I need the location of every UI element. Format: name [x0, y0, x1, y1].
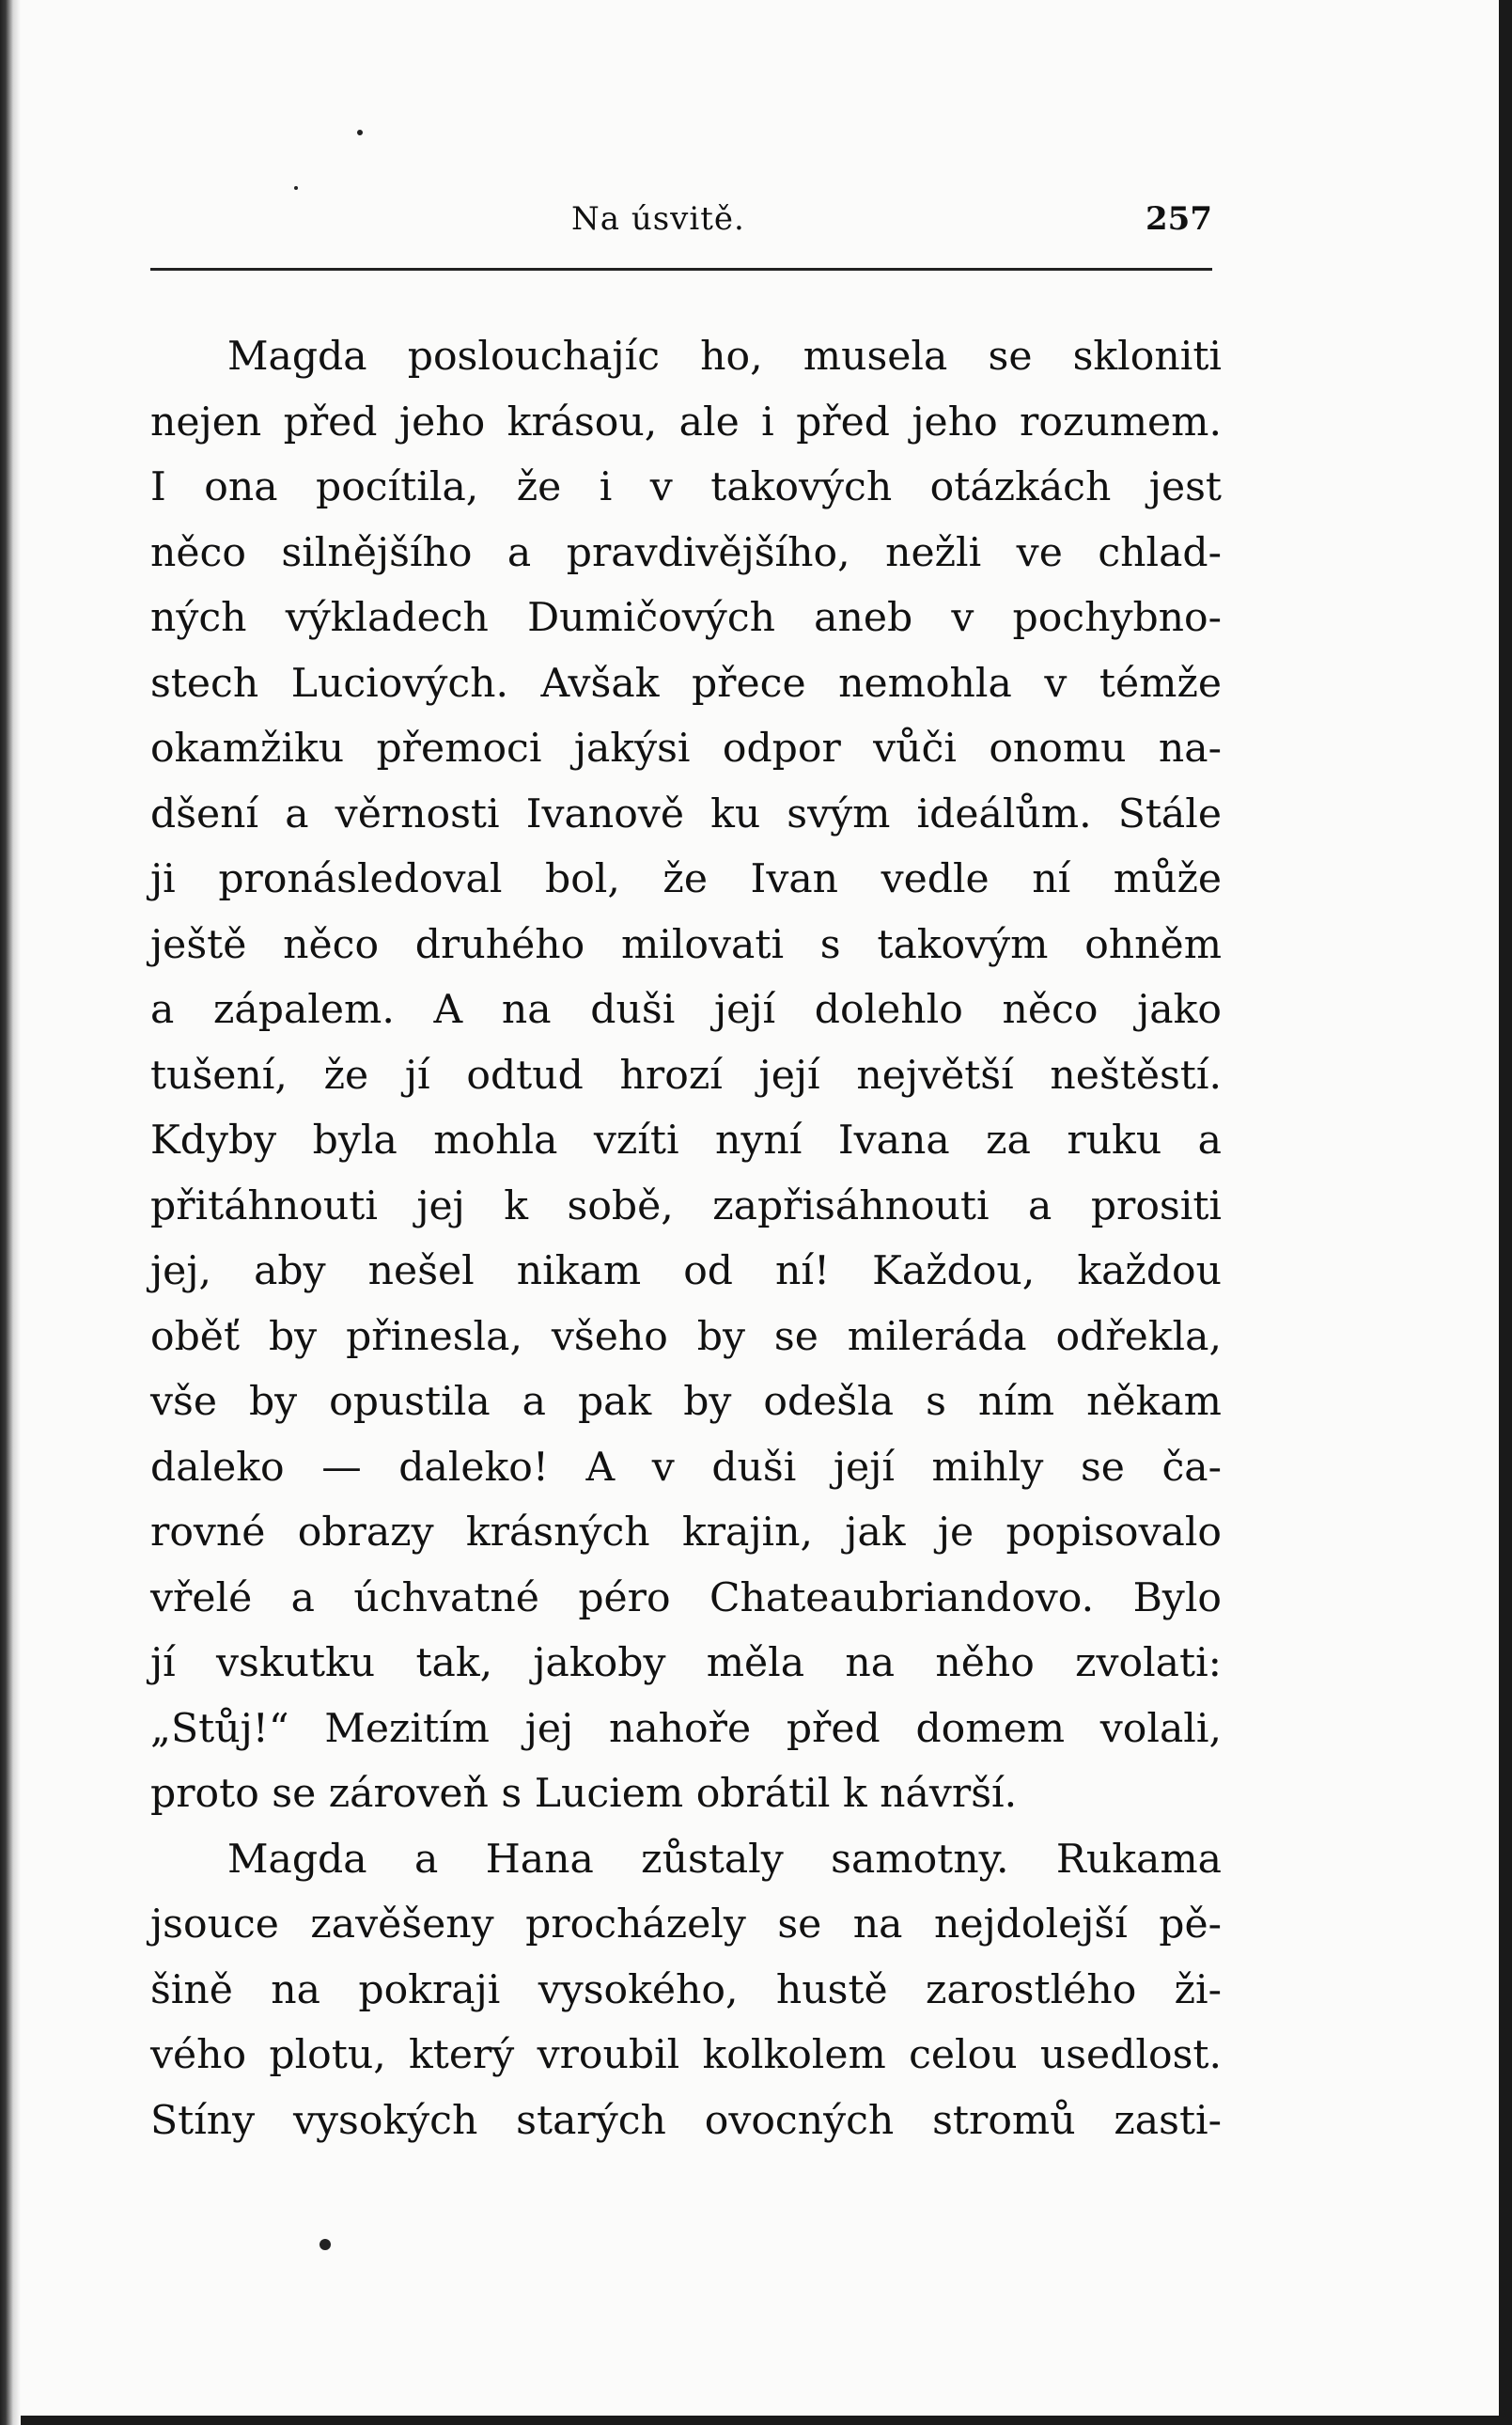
text-line: „Stůj!“ Mezitím jej nahoře před domem volali,: [150, 1705, 1222, 1752]
page-header: [150, 193, 1212, 249]
body-text: [150, 324, 1222, 2153]
text-line: daleko — daleko! A v duši její mihly se ča-: [150, 1444, 1222, 1491]
text-line: Magda a Hana zůstaly samotny. Rukama: [227, 1836, 1222, 1883]
text-line: šině na pokraji vysokého, hustě zarostlého ži-: [150, 1966, 1222, 2013]
text-line: Stíny vysokých starých ovocných stromů zasti-: [150, 2097, 1222, 2144]
running-title: Na úsvitě.: [571, 200, 745, 238]
text-line: jí vskutku tak, jakoby měla na něho zvolati:: [150, 1640, 1222, 1686]
text-line: jsouce zavěšeny procházely se na nejdolejší pě-: [150, 1901, 1222, 1948]
text-line: rovné obrazy krásných krajin, jak je popisovalo: [150, 1510, 1222, 1556]
ink-speck: [357, 130, 363, 135]
text-line: vše by opustila a pak by odešla s ním někam: [150, 1379, 1222, 1425]
text-line: ji pronásledoval bol, že Ivan vedle ní může: [150, 856, 1222, 902]
page-binding-edge: [0, 0, 21, 2425]
text-line: nejen před jeho krásou, ale i před jeho rozumem.: [150, 399, 1222, 446]
text-line: tušení, že jí odtud hrozí její největší neštěstí.: [150, 1052, 1222, 1099]
text-line: jej, aby nešel nikam od ní! Každou, každou: [150, 1248, 1222, 1294]
text-line: stech Luciových. Avšak přece nemohla v témže: [150, 660, 1222, 707]
ink-speck: [294, 186, 298, 190]
text-line: vřelé a úchvatné péro Chateaubriandovo. Bylo: [150, 1574, 1222, 1621]
text-line: Kdyby byla mohla vzíti nyní Ivana za ruku a: [150, 1118, 1222, 1164]
text-line: dšení a věrnosti Ivanově ku svým ideálům. Stále: [150, 790, 1222, 837]
text-line: okamžiku přemoci jakýsi odpor vůči onomu na-: [150, 726, 1222, 772]
text-line: a zápalem. A na duši její dolehlo něco jako: [150, 987, 1222, 1033]
text-line: I ona pocítila, že i v takových otázkách jest: [150, 464, 1222, 510]
text-line: ještě něco druhého milovati s takovým ohněm: [150, 921, 1222, 968]
text-line: vého plotu, který vroubil kolkolem celou usedlost.: [150, 2032, 1222, 2078]
text-line: něco silnějšího a pravdivějšího, nežli ve chlad-: [150, 529, 1222, 576]
text-line: ných výkladech Dumičových aneb v pochybno-: [150, 595, 1222, 641]
paragraph-1: [150, 324, 1222, 1827]
ink-speck: [320, 2239, 331, 2250]
page-number: 257: [1146, 200, 1212, 238]
text-line: přitáhnouti jej k sobě, zapřisáhnouti a prositi: [150, 1182, 1222, 1229]
text-line: Magda poslouchajíc ho, musela se skloniti: [227, 334, 1222, 380]
paragraph-2: [150, 1827, 1222, 2154]
header-rule: [150, 268, 1212, 271]
text-line: oběť by přinesla, všeho by se mileráda odřekla,: [150, 1313, 1222, 1360]
text-line: proto se zároveň s Luciem obrátil k návrší.: [150, 1771, 1018, 1817]
